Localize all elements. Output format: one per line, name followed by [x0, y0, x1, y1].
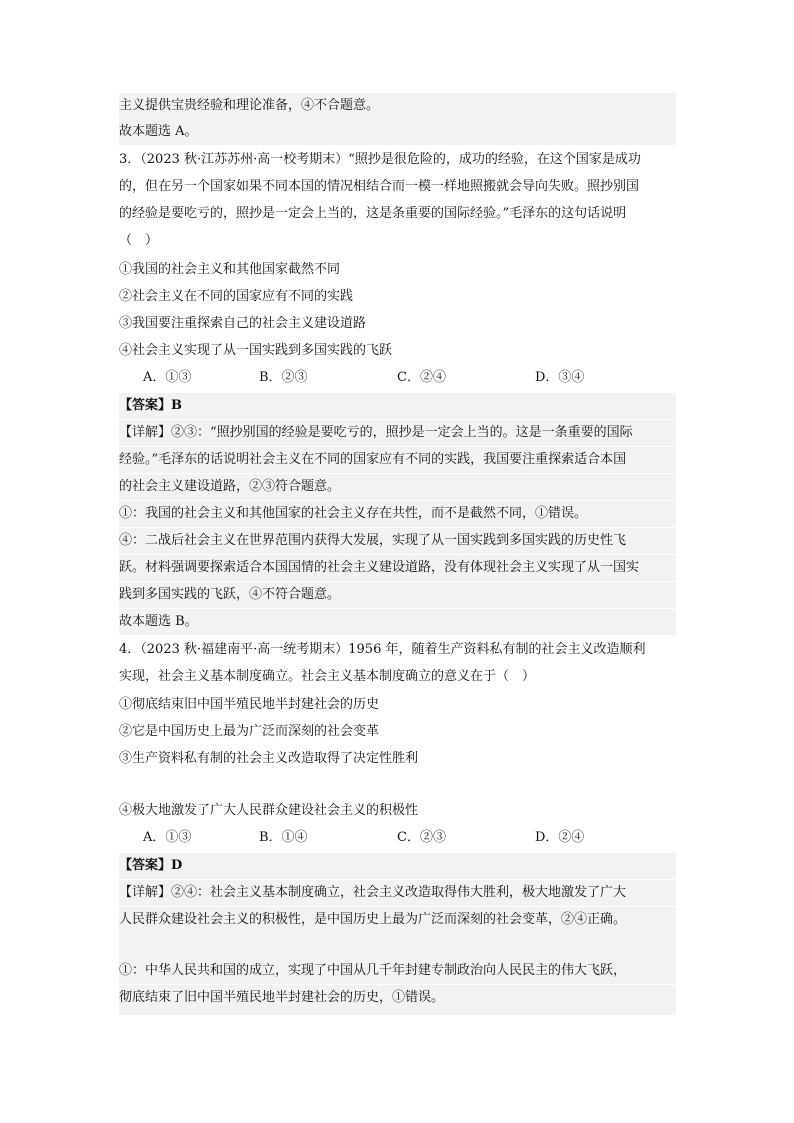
q3-statement-1: ①我国的社会主义和其他国家截然不同: [119, 262, 341, 277]
q4-statement-3: ③生产资料私有制的社会主义改造取得了决定性胜利: [119, 751, 419, 766]
q4-statement-1: ①彻底结束旧中国半殖民地半封建社会的历史: [119, 697, 380, 712]
question-4-stem: 4．（2023 秋·福建南平·高一统考期末）1956 年，随着生产资料私有制的社会主义改造顺利: [119, 642, 646, 657]
q4-option-b: B．①④: [259, 830, 308, 845]
q3-options: [119, 365, 676, 391]
q3-answer: 【答案】B: [119, 393, 676, 419]
q3-explanation: 经验。”毛泽东的话说明社会主义在不同的国家应有不同的实践，我国要注重探索适合本国: [119, 447, 676, 473]
q4-option-a: A．①③: [143, 830, 192, 845]
q4-options: [119, 825, 676, 851]
q3-explanation: ①：我国的社会主义和其他国家的社会主义存在共性，而不是截然不同，①错误。: [119, 501, 676, 527]
q3-explanation: 的社会主义建设道路，②③符合题意。: [119, 474, 676, 500]
q3-explanation: 践到多国实践的飞跃，④不符合题意。: [119, 582, 676, 608]
q4-explanation: ①：中华人民共和国的成立，实现了中国从几千年封建专制政治向人民民主的伟大飞跃，: [119, 958, 676, 984]
q4-option-d: D．②④: [535, 830, 585, 845]
q3-conclusion: 故本题选 B。: [119, 609, 676, 635]
q3-explanation: ④：二战后社会主义在世界范围内获得大发展，实现了从一国实践到多国实践的历史性飞: [119, 528, 676, 554]
question-4-stem: 实现，社会主义基本制度确立。社会主义基本制度确立的意义在于（ ）: [119, 669, 536, 684]
question-3-stem: 3．（2023 秋·江苏苏州·高一校考期末）“照抄是很危险的，成功的经验，在这个国家是成功: [119, 152, 641, 167]
q3-statement-2: ②社会主义在不同的国家应有不同的实践: [119, 289, 354, 304]
q3-explanation: 【详解】②③：“照抄别国的经验是要吃亏的，照抄是一定会上当的。这是一条重要的国际: [119, 420, 676, 446]
q3-statement-4: ④社会主义实现了从一国实践到多国实践的飞跃: [119, 343, 393, 358]
q4-statement-2: ②它是中国历史上最为广泛而深刻的社会变革: [119, 724, 380, 739]
q3-statement-3: ③我国要注重探索自己的社会主义建设道路: [119, 316, 367, 331]
q4-answer: 【答案】D: [119, 853, 676, 879]
q4-option-c: C．②③: [397, 830, 446, 845]
q4-explanation: 人民群众建设社会主义的积极性，是中国历史上最为广泛而深刻的社会变革，②④正确。: [119, 907, 676, 933]
q4-explanation: 【详解】②④：社会主义基本制度确立，社会主义改造取得伟大胜利，极大地激发了广大: [119, 880, 676, 906]
q3-option-b: B．②③: [259, 370, 308, 385]
q3-option-c: C．②④: [397, 370, 446, 385]
q4-explanation: 彻底结束了旧中国半殖民地半封建社会的历史，①错误。: [119, 985, 676, 1015]
q3-option-a: A．①③: [143, 370, 192, 385]
q3-explanation: 跃。材料强调要探索适合本国国情的社会主义建设道路，没有体现社会主义实现了从一国实: [119, 555, 676, 581]
q4-spacer: [119, 933, 676, 958]
question-3-stem: 的，但在另一个国家如果不同本国的情况相结合而一模一样地照搬就会导向失败。照抄别国: [119, 179, 640, 194]
q3-option-d: D．③④: [535, 370, 585, 385]
text-line: 故本题选 A。: [119, 119, 676, 145]
text-line: 主义提供宝贵经验和理论准备，④不合题意。: [119, 93, 676, 119]
q4-statement-4: ④极大地激发了广大人民群众建设社会主义的积极性: [119, 803, 419, 818]
question-3-blank: （ ）: [119, 233, 159, 248]
question-3-stem: 的经验是要吃亏的，照抄是一定会上当的，这是条重要的国际经验。”毛泽东的这句话说明: [119, 206, 627, 221]
